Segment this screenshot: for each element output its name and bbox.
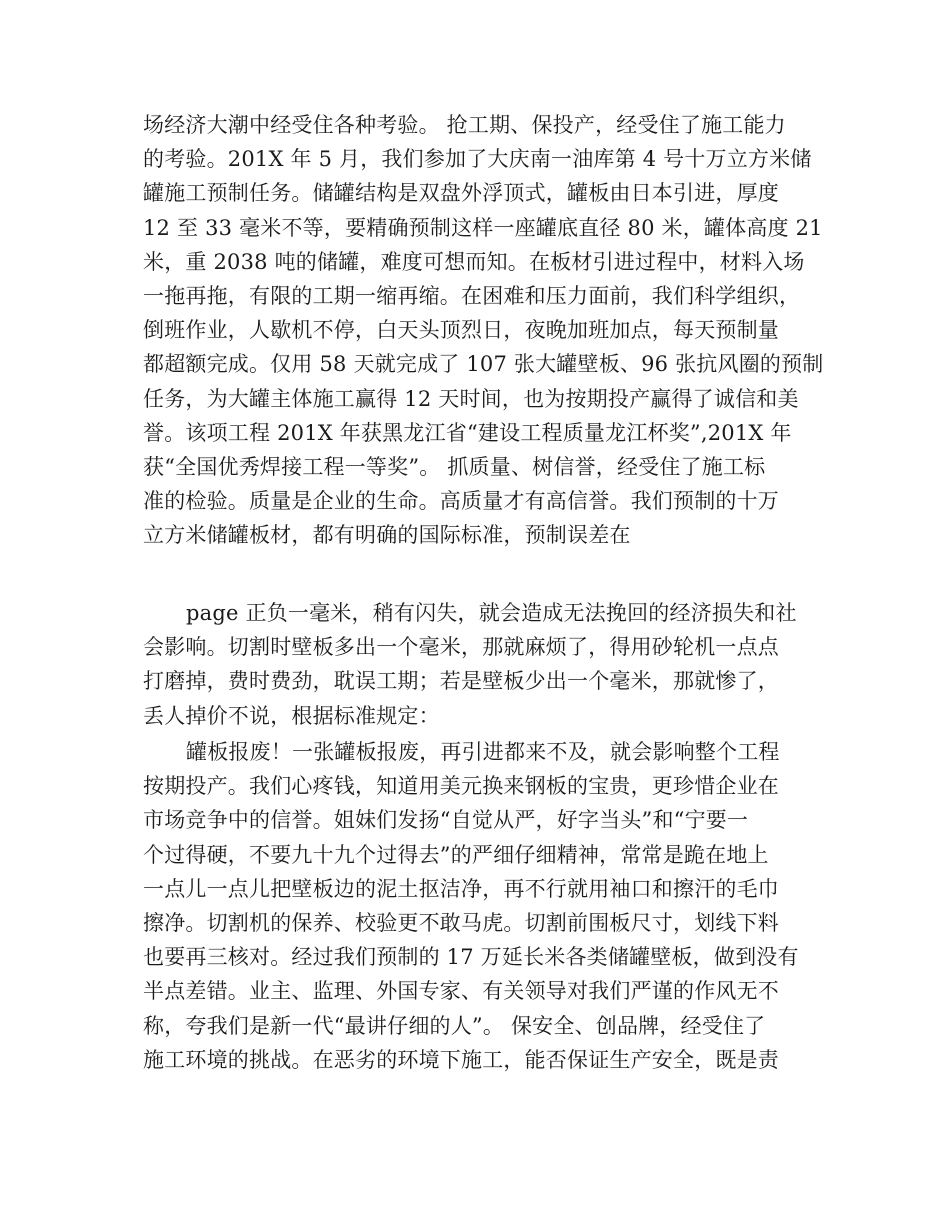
- text-line: 倒班作业，人歇机不停，白天头顶烈日，夜晚加班加点，每天预制量: [143, 318, 779, 343]
- text-line: 获“全国优秀焊接工程一等奖”。 抓质量、树信誉，经受住了施工标: [143, 454, 766, 479]
- text-line: 也要再三核对。经过我们预制的 17 万延长米各类储罐壁板，做到没有: [143, 945, 799, 970]
- paragraph-3: [143, 735, 813, 1077]
- text-line: 一拖再拖，有限的工期一缩再缩。在困难和压力面前，我们科学组织，: [143, 283, 801, 308]
- text-line: 一点儿一点儿把壁板边的泥土抠洁净，再不行就用袖口和擦汗的毛巾: [143, 876, 779, 901]
- text-line: 12 至 33 毫米不等，要精确预制这样一座罐底直径 80 米，罐体高度 21: [143, 215, 823, 240]
- text-line: 施工环境的挑战。在恶劣的环境下施工，能否保证生产安全，既是责: [143, 1047, 779, 1072]
- text-line: 的考验。201X 年 5 月，我们参加了大庆南一油库第 4 号十万立方米储: [143, 147, 812, 172]
- text-line: 个过得硬，不要九十九个过得去”的严细仔细精神，常常是跪在地上: [143, 842, 769, 867]
- text-line: 称，夸我们是新一代“最讲仔细的人”。 保安全、创品牌，经受住了: [143, 1013, 766, 1038]
- text-line: 按期投产。我们心疼钱，知道用美元换来钢板的宝贵，更珍惜企业在: [143, 774, 779, 799]
- text-line: 罐板报废！一张罐板报废，再引进都来不及，就会影响整个工程: [186, 740, 780, 764]
- text-line: 打磨掉，费时费劲，耽误工期；若是壁板少出一个毫米，那就惨了，: [143, 669, 779, 694]
- text-line: 场经济大潮中经受住各种考验。 抢工期、保投产，经受住了施工能力: [143, 113, 786, 137]
- paragraph-1: [143, 108, 824, 552]
- text-line: 擦净。切割机的保养、校验更不敢马虎。切割前围板尺寸，划线下料: [143, 910, 779, 935]
- paragraph-2: [143, 596, 813, 733]
- text-line: 半点差错。业主、监理、外国专家、有关领导对我们严谨的作风无不: [143, 979, 779, 1004]
- text-line: 任务，为大罐主体施工赢得 12 天时间，也为按期投产赢得了诚信和美: [143, 386, 799, 411]
- text-line: 米，重 2038 吨的储罐，难度可想而知。在板材引进过程中，材料入场: [143, 249, 805, 274]
- text-line: 誉。该项工程 201X 年获黑龙江省“建设工程质量龙江杯奖”,201X 年: [143, 420, 792, 445]
- text-line: 会影响。切割时壁板多出一个毫米，那就麻烦了，得用砂轮机一点点: [143, 635, 779, 660]
- text-line: page 正负一毫米，稍有闪失，就会造成无法挽回的经济损失和社: [186, 601, 797, 625]
- text-line: 准的检验。质量是企业的生命。高质量才有高信誉。我们预制的十万: [143, 489, 779, 514]
- text-line: 市场竞争中的信誉。姐妹们发扬“自觉从严，好字当头”和“宁要一: [143, 808, 749, 833]
- text-line: 丢人掉价不说，根据标准规定：: [143, 703, 440, 728]
- text-line: 都超额完成。仅用 58 天就完成了 107 张大罐壁板、96 张抗风圈的预制: [143, 352, 824, 377]
- text-line: 立方米储罐板材，都有明确的国际标准，预制误差在: [143, 523, 631, 548]
- text-line: 罐施工预制任务。储罐结构是双盘外浮顶式，罐板由日本引进，厚度: [143, 181, 779, 206]
